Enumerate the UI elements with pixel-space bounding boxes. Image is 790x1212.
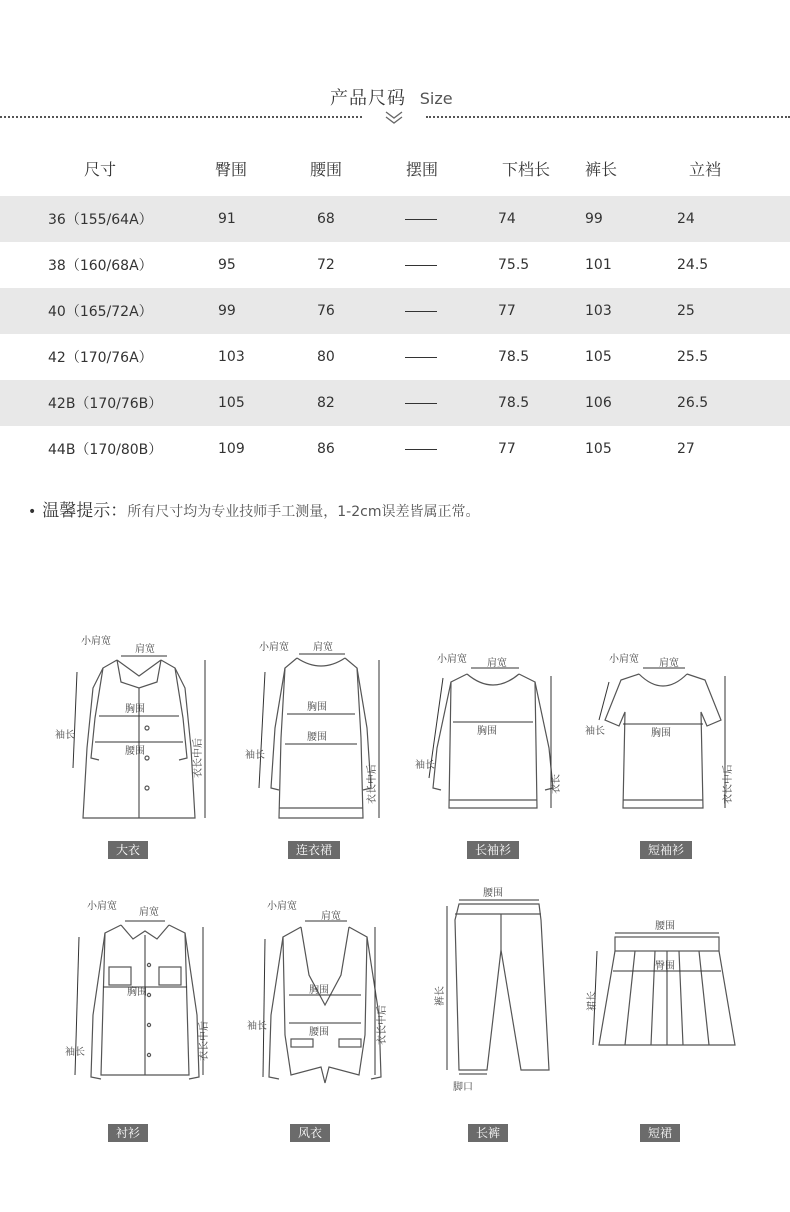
hip-cell: 95 xyxy=(218,257,236,273)
hem-cell xyxy=(375,196,475,242)
label-length: 裤长 xyxy=(435,986,446,1006)
garment-trench xyxy=(245,895,405,1140)
garment-skirt xyxy=(585,895,745,1140)
label-length: 裙长 xyxy=(587,991,598,1011)
waist-cell: 72 xyxy=(317,257,335,273)
label-chest: 胸围 xyxy=(651,728,671,739)
label-small-shoulder: 小肩宽 xyxy=(437,654,467,665)
garment-long-sleeve xyxy=(415,628,575,858)
inseam-cell: 75.5 xyxy=(498,257,530,273)
waist-cell: 68 xyxy=(275,196,375,242)
label-waist: 腰围 xyxy=(307,732,327,743)
label-waist: 腰围 xyxy=(309,1027,329,1038)
label-cuff: 脚口 xyxy=(453,1082,473,1093)
title-en: Size xyxy=(419,89,453,108)
label-length: 衣长中后 xyxy=(367,764,378,804)
column-header: 摆围 xyxy=(406,159,439,179)
label-small-shoulder: 小肩宽 xyxy=(259,642,289,653)
garment-tag: 连衣裙 xyxy=(288,841,340,859)
garment-dress xyxy=(245,628,405,858)
hip-cell: 103 xyxy=(218,349,245,365)
length-cell: 106 xyxy=(570,380,665,426)
hem-cell xyxy=(375,380,475,426)
size-cell: 44B（170/80B） xyxy=(48,442,163,458)
size-cell: 42B（170/76B） xyxy=(0,380,175,426)
empty-dash xyxy=(405,357,437,358)
inseam-cell: 74 xyxy=(475,196,570,242)
hem-cell xyxy=(375,288,475,334)
waist-cell: 82 xyxy=(275,380,375,426)
rise-cell: 24.5 xyxy=(677,257,709,273)
inseam-cell: 77 xyxy=(475,288,570,334)
column-header: 腰围 xyxy=(310,159,343,179)
long-sleeve-diagram xyxy=(415,628,575,828)
garment-tag: 衬衫 xyxy=(108,1124,148,1142)
table-row xyxy=(0,380,790,426)
label-chest: 胸围 xyxy=(125,704,145,715)
inseam-cell: 78.5 xyxy=(475,380,570,426)
label-sleeve: 袖长 xyxy=(415,760,435,771)
garment-tag: 大衣 xyxy=(108,841,148,859)
empty-dash xyxy=(405,265,437,266)
length-cell: 105 xyxy=(585,441,612,457)
table-row xyxy=(0,288,790,334)
hem-cell xyxy=(375,426,475,472)
table-header-row xyxy=(0,140,790,196)
column-header: 立裆 xyxy=(689,159,722,179)
rise-cell: 25 xyxy=(665,288,790,334)
waist-cell: 86 xyxy=(317,441,335,457)
label-shoulder: 肩宽 xyxy=(321,911,341,922)
rise-cell: 24 xyxy=(665,196,790,242)
label-length: 衣长 xyxy=(551,774,562,794)
label-shoulder: 肩宽 xyxy=(139,907,159,918)
coat-diagram xyxy=(55,628,215,828)
empty-dash xyxy=(405,311,437,312)
table-row xyxy=(0,334,790,380)
label-waist: 腰围 xyxy=(483,888,503,899)
empty-dash xyxy=(405,219,437,220)
label-shoulder: 肩宽 xyxy=(487,658,507,669)
short-sleeve-diagram xyxy=(585,628,745,828)
label-sleeve: 袖长 xyxy=(245,750,265,761)
trench-diagram xyxy=(245,895,405,1095)
size-cell: 36（155/64A） xyxy=(0,196,175,242)
label-shoulder: 肩宽 xyxy=(135,644,155,655)
label-length: 衣长中后 xyxy=(377,1005,388,1045)
label-length: 衣长中后 xyxy=(199,1021,210,1061)
column-header: 下档长 xyxy=(502,159,551,179)
length-cell: 103 xyxy=(570,288,665,334)
rise-cell: 26.5 xyxy=(665,380,790,426)
shirt-diagram xyxy=(65,895,225,1095)
empty-dash xyxy=(405,449,437,450)
label-waist: 腰围 xyxy=(125,746,145,757)
label-small-shoulder: 小肩宽 xyxy=(609,654,639,665)
table-row xyxy=(0,242,790,288)
garment-tag: 长裤 xyxy=(468,1124,508,1142)
empty-dash xyxy=(405,403,437,404)
label-waist: 腰围 xyxy=(655,921,675,932)
label-small-shoulder: 小肩宽 xyxy=(87,901,117,912)
length-cell: 99 xyxy=(570,196,665,242)
size-header xyxy=(0,78,790,128)
measurement-note xyxy=(28,496,479,521)
dotted-divider-right xyxy=(426,116,790,118)
table-row xyxy=(0,426,790,472)
size-table xyxy=(0,140,790,472)
label-sleeve: 袖长 xyxy=(247,1021,267,1032)
garment-shirt xyxy=(65,895,225,1140)
rise-cell: 25.5 xyxy=(677,349,709,365)
section-title xyxy=(330,84,453,110)
column-header: 裤长 xyxy=(585,159,618,179)
dotted-divider-left xyxy=(0,116,362,118)
column-header: 尺寸 xyxy=(84,159,117,179)
label-chest: 胸围 xyxy=(127,987,147,998)
label-small-shoulder: 小肩宽 xyxy=(267,901,297,912)
garment-trousers xyxy=(425,880,585,1140)
label-shoulder: 肩宽 xyxy=(313,642,333,653)
label-hip: 臀围 xyxy=(655,961,675,972)
length-cell: 101 xyxy=(585,257,612,273)
garment-tag: 短袖衫 xyxy=(640,841,692,859)
trousers-diagram xyxy=(425,880,585,1093)
size-cell: 38（160/68A） xyxy=(48,258,153,274)
table-row xyxy=(0,196,790,242)
garment-tag: 长袖衫 xyxy=(467,841,519,859)
size-cell: 42（170/76A） xyxy=(48,350,153,366)
garment-short-sleeve xyxy=(585,628,745,858)
hip-cell: 105 xyxy=(175,380,275,426)
rise-cell: 27 xyxy=(677,441,695,457)
garment-tag: 风衣 xyxy=(290,1124,330,1142)
note-bullet: • xyxy=(28,504,37,520)
inseam-cell: 77 xyxy=(498,441,516,457)
garment-tag: 短裙 xyxy=(640,1124,680,1142)
label-sleeve: 袖长 xyxy=(55,730,75,741)
size-cell: 40（165/72A） xyxy=(0,288,175,334)
label-length: 衣长中后 xyxy=(193,738,204,778)
label-small-shoulder: 小肩宽 xyxy=(81,636,111,647)
column-header: 臀围 xyxy=(215,159,248,179)
inseam-cell: 78.5 xyxy=(498,349,530,365)
dress-diagram xyxy=(245,628,405,828)
hip-cell: 91 xyxy=(175,196,275,242)
label-length: 衣长中后 xyxy=(723,764,734,804)
label-chest: 胸围 xyxy=(309,985,329,996)
title-cn: 产品尺码 xyxy=(330,88,406,109)
label-sleeve: 袖长 xyxy=(65,1047,85,1058)
waist-cell: 76 xyxy=(275,288,375,334)
garment-coat xyxy=(55,628,215,858)
label-chest: 胸围 xyxy=(477,726,497,737)
waist-cell: 80 xyxy=(317,349,335,365)
label-shoulder: 肩宽 xyxy=(659,658,679,669)
hem-cell xyxy=(375,242,475,288)
chevron-down-icon xyxy=(383,108,405,126)
hip-cell: 99 xyxy=(175,288,275,334)
label-chest: 胸围 xyxy=(307,702,327,713)
label-sleeve: 袖长 xyxy=(585,726,605,737)
hem-cell xyxy=(375,334,475,380)
note-text: 所有尺寸均为专业技师手工测量，1-2cm误差皆属正常。 xyxy=(127,504,480,520)
skirt-diagram xyxy=(585,895,745,1095)
hip-cell: 109 xyxy=(218,441,245,457)
note-lead: 温馨提示： xyxy=(42,501,128,521)
length-cell: 105 xyxy=(585,349,612,365)
